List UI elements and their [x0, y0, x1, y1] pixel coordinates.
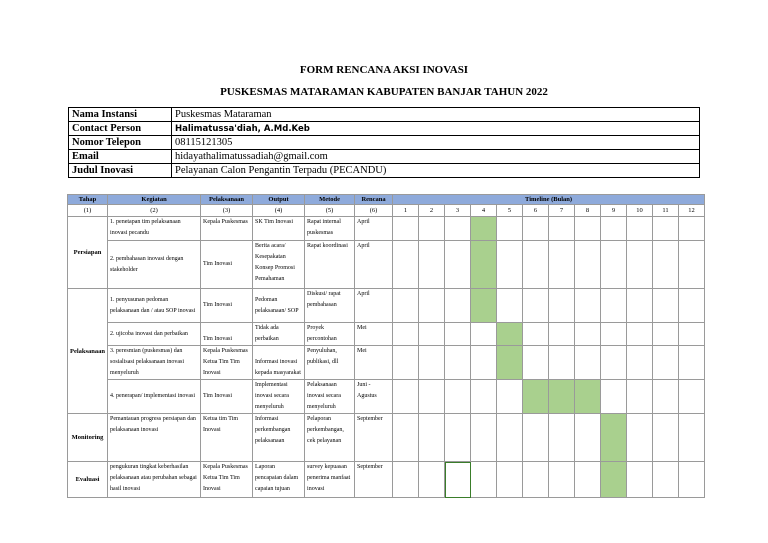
kegiatan-cell: 4. penerapan/ implementasi inovasi: [108, 380, 201, 414]
output-cell: Implementasi inovasi secara menyeluruh: [253, 380, 305, 414]
stage-pelaksanaan: Pelaksanaan: [68, 289, 108, 414]
output-cell: Informasi perkembangan pelaksanaan: [253, 414, 305, 462]
timeline-cell: [393, 414, 419, 462]
table-row: [68, 289, 705, 323]
timeline-cell: [419, 241, 445, 289]
header-output: Output: [253, 195, 305, 205]
action-plan-table: [67, 194, 705, 498]
info-row: [69, 164, 700, 178]
rencana-cell: Juni - Agustus: [355, 380, 393, 414]
output-cell: Informasi inovasi kepada masyarakat: [253, 346, 305, 380]
pelaksana-cell: Kepala Puskesmas: [201, 217, 253, 241]
timeline-cell: [523, 323, 549, 346]
form-title: FORM RENCANA AKSI INOVASI: [299, 64, 469, 76]
timeline-cell: [445, 346, 471, 380]
timeline-cell: [523, 414, 549, 462]
month-number: 5: [497, 205, 523, 217]
month-number: 6: [523, 205, 549, 217]
timeline-cell-active: [523, 380, 549, 414]
stage-persiapan: Persiapan: [68, 217, 108, 289]
pelaksana-cell: Tim Inovasi: [201, 289, 253, 323]
timeline-cell: [679, 241, 705, 289]
rencana-cell: April: [355, 289, 393, 323]
info-row: [69, 122, 700, 136]
timeline-cell-active: [471, 241, 497, 289]
timeline-cell: [627, 323, 653, 346]
info-label: Nama Instansi: [69, 108, 172, 122]
rencana-cell: September: [355, 462, 393, 498]
timeline-cell: [679, 289, 705, 323]
timeline-cell: [679, 462, 705, 498]
month-number: 11: [653, 205, 679, 217]
rencana-cell: April: [355, 241, 393, 289]
timeline-cell: [393, 346, 419, 380]
pelaksana-cell: Tim Inovasi: [201, 241, 253, 289]
timeline-cell: [523, 462, 549, 498]
timeline-cell: [549, 414, 575, 462]
timeline-cell: [653, 323, 679, 346]
col-number: (6): [355, 205, 393, 217]
timeline-cell: [679, 323, 705, 346]
timeline-cell: [393, 241, 419, 289]
timeline-cell: [471, 380, 497, 414]
kegiatan-cell: pengukuran tingkat keberhasilan pelaksanaan atau perubahan sebagai hasil inovasi: [108, 462, 201, 498]
table-row: [68, 414, 705, 462]
pelaksana-cell: Ketua tim Tim Inovasi: [201, 414, 253, 462]
timeline-cell: [679, 346, 705, 380]
timeline-cell: [575, 462, 601, 498]
timeline-cell: [601, 323, 627, 346]
timeline-cell: [575, 323, 601, 346]
column-number-row: [68, 205, 705, 217]
timeline-cell: [601, 289, 627, 323]
header-tahap: Tahap: [68, 195, 108, 205]
timeline-cell: [549, 323, 575, 346]
timeline-cell: [627, 289, 653, 323]
timeline-cell: [445, 323, 471, 346]
rencana-cell: April: [355, 217, 393, 241]
info-label: Judul Inovasi: [69, 164, 172, 178]
kegiatan-cell: 2. pembahasan inovasi dengan stakeholder: [108, 241, 201, 289]
timeline-cell: [575, 346, 601, 380]
timeline-cell: [627, 462, 653, 498]
info-table: [68, 107, 700, 178]
table-row: [68, 346, 705, 380]
timeline-cell: [549, 217, 575, 241]
timeline-cell: [471, 462, 497, 498]
header-kegiatan: Kegiatan: [108, 195, 201, 205]
timeline-cell: [419, 380, 445, 414]
timeline-cell: [419, 323, 445, 346]
timeline-cell: [497, 380, 523, 414]
kegiatan-cell: 1. penetapan tim pelaksanaan inovasi pecandu: [108, 217, 201, 241]
timeline-cell: [679, 217, 705, 241]
timeline-cell: [419, 346, 445, 380]
timeline-cell: [393, 289, 419, 323]
timeline-cell-active: [601, 414, 627, 462]
timeline-cell: [471, 346, 497, 380]
table-row: [68, 217, 705, 241]
timeline-cell: [419, 289, 445, 323]
timeline-cell: [653, 414, 679, 462]
header-pelaksanaan: Pelaksanaan: [201, 195, 253, 205]
timeline-cell: [497, 289, 523, 323]
col-number: (4): [253, 205, 305, 217]
metode-cell: Rapat koordinasi: [305, 241, 355, 289]
timeline-cell: [601, 241, 627, 289]
timeline-cell: [627, 241, 653, 289]
timeline-cell: [419, 462, 445, 498]
timeline-cell: [471, 323, 497, 346]
output-cell: Tidak ada perbaikan: [253, 323, 305, 346]
timeline-cell: [497, 217, 523, 241]
form-subtitle: PUSKESMAS MATARAMAN KABUPATEN BANJAR TAHUN 2022: [220, 86, 548, 98]
timeline-cell: [653, 346, 679, 380]
info-label: Email: [69, 150, 172, 164]
timeline-cell-active: [549, 380, 575, 414]
timeline-cell-active: [497, 346, 523, 380]
header-rencana: Rencana: [355, 195, 393, 205]
header-metode: Metode: [305, 195, 355, 205]
selected-cell[interactable]: [445, 462, 471, 498]
timeline-cell: [523, 289, 549, 323]
output-cell: Laporan pencapaian dalam capaian tujuan: [253, 462, 305, 498]
info-label: Nomor Telepon: [69, 136, 172, 150]
timeline-cell: [575, 289, 601, 323]
pelaksana-cell: Kepala Puskesmas Ketua Tim Tim Inovasi: [201, 462, 253, 498]
info-value: Halimatussa'diah, A.Md.Keb: [172, 122, 700, 136]
info-value: hidayathalimatussadiah@gmail.com: [172, 150, 700, 164]
metode-cell: survey kepuasan penerima manfaat inovasi: [305, 462, 355, 498]
timeline-cell: [575, 217, 601, 241]
header-row: [68, 195, 705, 205]
timeline-cell: [445, 241, 471, 289]
table-row: [68, 241, 705, 289]
timeline-cell: [575, 414, 601, 462]
month-number: 12: [679, 205, 705, 217]
timeline-cell: [393, 323, 419, 346]
rencana-cell: Mei: [355, 323, 393, 346]
month-number: 10: [627, 205, 653, 217]
metode-cell: Rapat internal puskesmas: [305, 217, 355, 241]
month-number: 7: [549, 205, 575, 217]
timeline-cell: [653, 289, 679, 323]
output-cell: Pedoman pelaksanaan/ SOP: [253, 289, 305, 323]
timeline-cell: [601, 217, 627, 241]
timeline-cell: [445, 380, 471, 414]
timeline-cell: [653, 241, 679, 289]
pelaksana-cell: Tim Inovasi: [201, 323, 253, 346]
stage-evaluasi: Evaluasi: [68, 462, 108, 498]
timeline-cell: [653, 462, 679, 498]
month-number: 9: [601, 205, 627, 217]
timeline-cell: [445, 289, 471, 323]
rencana-cell: September: [355, 414, 393, 462]
timeline-cell: [549, 462, 575, 498]
timeline-cell: [653, 380, 679, 414]
metode-cell: Proyek percontohan: [305, 323, 355, 346]
kegiatan-cell: Pemantauan progress persiapan dan pelaksanaan inovasi: [108, 414, 201, 462]
timeline-cell: [523, 217, 549, 241]
col-number: (5): [305, 205, 355, 217]
col-number: (2): [108, 205, 201, 217]
info-value: Puskesmas Mataraman: [172, 108, 700, 122]
col-number: (1): [68, 205, 108, 217]
timeline-cell: [419, 217, 445, 241]
metode-cell: Pelaporan perkembangan, cek pelayanan: [305, 414, 355, 462]
timeline-cell: [419, 414, 445, 462]
timeline-cell: [471, 414, 497, 462]
info-row: [69, 150, 700, 164]
timeline-cell: [549, 241, 575, 289]
timeline-cell: [549, 289, 575, 323]
info-value: Pelayanan Calon Pengantin Terpadu (PECANDU): [172, 164, 700, 178]
kegiatan-cell: 3. peresmian (puskesmas) dan sosialisasi pelaksanaan inovasi menyeluruh: [108, 346, 201, 380]
timeline-cell-active: [471, 289, 497, 323]
info-row: [69, 108, 700, 122]
timeline-cell: [679, 414, 705, 462]
pelaksana-cell: Tim Inovasi: [201, 380, 253, 414]
timeline-cell-active: [471, 217, 497, 241]
output-cell: Berita acara/ Kesepakatan Konsep Promosi Pemahaman: [253, 241, 305, 289]
pelaksana-cell: Kepala Puskesmas Ketua Tim Tim Inovasi: [201, 346, 253, 380]
timeline-cell: [523, 241, 549, 289]
table-row: [68, 380, 705, 414]
timeline-cell: [393, 380, 419, 414]
col-number: (3): [201, 205, 253, 217]
timeline-cell: [601, 380, 627, 414]
timeline-cell: [445, 414, 471, 462]
timeline-cell: [549, 346, 575, 380]
stage-monitoring: Monitoring: [68, 414, 108, 462]
timeline-cell: [497, 241, 523, 289]
month-number: 3: [445, 205, 471, 217]
timeline-cell: [575, 241, 601, 289]
table-row: [68, 462, 705, 498]
timeline-cell: [601, 346, 627, 380]
timeline-cell: [627, 217, 653, 241]
month-number: 4: [471, 205, 497, 217]
rencana-cell: Mei: [355, 346, 393, 380]
timeline-cell: [523, 346, 549, 380]
timeline-cell: [497, 462, 523, 498]
header-timeline: Timeline (Bulan): [393, 195, 705, 205]
timeline-cell: [627, 346, 653, 380]
timeline-cell: [393, 217, 419, 241]
timeline-cell-active: [601, 462, 627, 498]
kegiatan-cell: 1. penyusunan pedoman pelaksanaan dan / atau SOP inovasi: [108, 289, 201, 323]
timeline-cell: [627, 414, 653, 462]
timeline-cell: [653, 217, 679, 241]
month-number: 2: [419, 205, 445, 217]
timeline-cell-active: [575, 380, 601, 414]
kegiatan-cell: 2. ujicoba inovasi dan perbaikan: [108, 323, 201, 346]
metode-cell: Pelaksanaan inovasi secara menyeluruh: [305, 380, 355, 414]
timeline-cell: [627, 380, 653, 414]
timeline-cell: [393, 462, 419, 498]
metode-cell: Penyuluhan, publikasi, dll: [305, 346, 355, 380]
info-label: Contact Person: [69, 122, 172, 136]
timeline-cell: [445, 217, 471, 241]
month-number: 1: [393, 205, 419, 217]
info-row: [69, 136, 700, 150]
timeline-cell: [497, 414, 523, 462]
info-value: 08115121305: [172, 136, 700, 150]
timeline-cell: [679, 380, 705, 414]
table-row: [68, 323, 705, 346]
output-cell: SK Tim Inovasi: [253, 217, 305, 241]
timeline-cell-active: [497, 323, 523, 346]
metode-cell: Diskusi/ rapat pembahasan: [305, 289, 355, 323]
month-number: 8: [575, 205, 601, 217]
